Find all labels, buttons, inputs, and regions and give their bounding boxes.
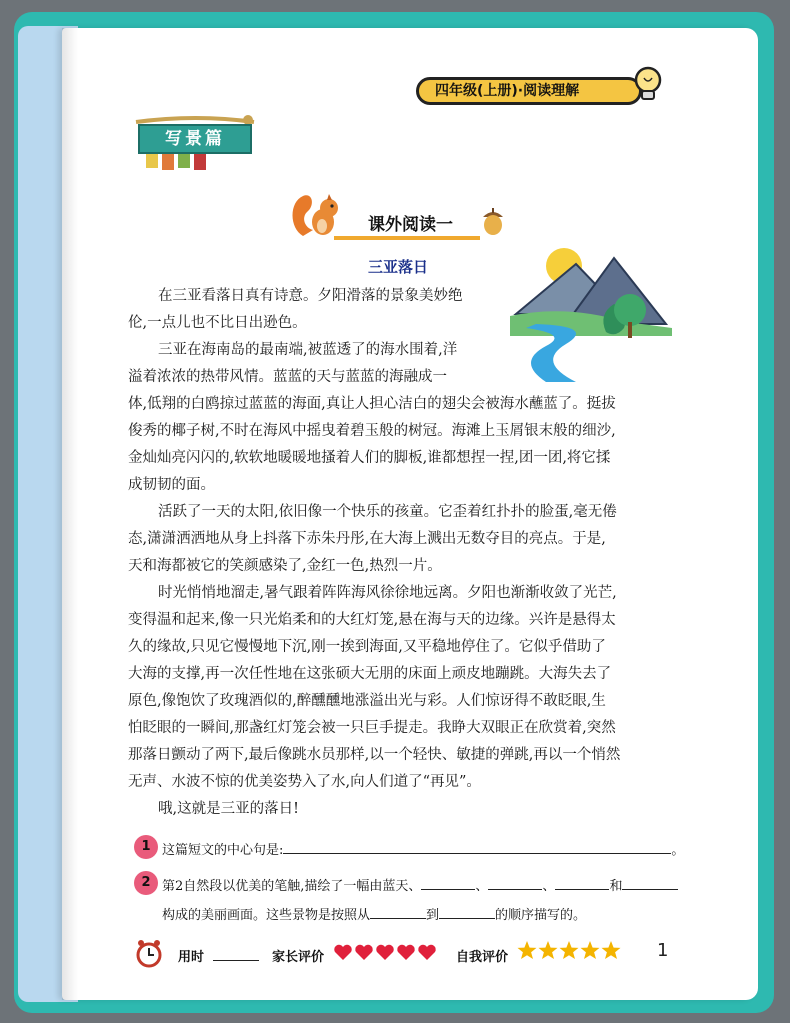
paragraph-line: 无声、水波不惊的优美姿势入了水,向人们道了“再见”。 <box>128 774 481 790</box>
paragraph-line: 怕眨眼的一瞬间,那盏红灯笼会被一只巨手提走。我睁大双眼正在欣赏着,突然 <box>128 720 616 736</box>
answer-blank[interactable] <box>555 877 609 890</box>
paragraph-4 <box>128 580 620 796</box>
answer-blank[interactable] <box>421 877 475 890</box>
page-number: 1 <box>657 940 669 961</box>
question-2-prompt: 第2自然段以优美的笔触,描绘了一幅由蓝天、 <box>162 879 422 894</box>
separator: 、 <box>475 879 489 894</box>
self-rating-stars[interactable] <box>517 940 627 962</box>
paragraph-line: 金灿灿亮闪闪的,软软地暖暖地搔着人们的脚板,谁都想捏一捏,团一团,将它揉 <box>128 450 611 466</box>
heart-icon <box>334 945 351 960</box>
paragraph-line: 在三亚看落日真有诗意。夕阳滑落的景象美妙绝 <box>158 288 463 304</box>
paragraph-line: 态,潇潇洒洒地从身上抖落下赤朱丹彤,在大海上溅出无数夺目的亮点。于是, <box>128 531 606 547</box>
separator: 、 <box>542 879 556 894</box>
paragraph-line: 伦,一点儿也不比日出逊色。 <box>128 315 307 331</box>
answer-blank[interactable] <box>622 877 678 890</box>
paragraph-line: 时光悄悄地溜走,暑气跟着阵阵海风徐徐地远离。夕阳也渐渐收敛了光芒, <box>158 585 617 601</box>
article-title: 三亚落日 <box>368 258 429 276</box>
paragraph-line: 那落日颤动了两下,最后像跳水员那样,以一个轻快、敏捷的弹跳,再以一个悄然 <box>128 747 621 763</box>
conjunction: 和 <box>609 879 623 894</box>
question-2-line-2 <box>162 904 586 923</box>
question-number-badge: 1 <box>134 835 158 859</box>
time-label: 用时 <box>178 950 205 965</box>
clock-icon <box>135 939 163 969</box>
question-number-badge: 2 <box>134 871 158 895</box>
paragraph-line: 久的缘故,只见它慢慢地下沉,刚一挨到海面,又平稳地停住了。它似乎借助了 <box>128 639 606 655</box>
star-icon <box>539 941 558 959</box>
paragraph-line: 三亚在海南岛的最南端,被蓝透了的海水围着,洋 <box>158 342 458 358</box>
question-1-end: 。 <box>671 843 685 858</box>
heart-icon <box>376 945 393 960</box>
acorn-icon <box>480 206 506 236</box>
paragraph-3 <box>128 499 617 580</box>
paragraph-line: 溢着浓浓的热带风情。蓝蓝的天与蓝蓝的海融成一 <box>128 369 447 385</box>
connector: 到 <box>426 908 440 923</box>
paragraph-line: 俊秀的椰子树,不时在海风中摇曳着碧玉般的树冠。海滩上玉屑银末般的细沙, <box>128 423 616 439</box>
star-icon <box>602 941 621 959</box>
star-icon <box>581 941 600 959</box>
question-2-end: 的顺序描写的。 <box>495 908 587 923</box>
paragraph-5 <box>128 796 299 823</box>
question-2-line-1 <box>162 875 678 894</box>
parent-evaluation-label: 家长评价 <box>272 950 325 965</box>
time-blank[interactable] <box>213 960 259 961</box>
parent-rating-hearts[interactable] <box>333 943 443 963</box>
answer-blank[interactable] <box>488 877 542 890</box>
paragraph-line: 原色,像饱饮了玫瑰酒似的,醉醺醺地涨溢出光与彩。人们惊讶得不敢眨眼,生 <box>128 693 606 709</box>
lightbulb-icon <box>630 64 666 104</box>
question-1-text <box>162 839 684 858</box>
heart-icon <box>355 945 372 960</box>
paragraph-line: 天和海都被它的笑颜感染了,金红一色,热烈一片。 <box>128 558 442 574</box>
page-gutter-shadow <box>62 28 78 1000</box>
star-icon <box>560 941 579 959</box>
question-2-prompt-2: 构成的美丽画面。这些景物是按照从 <box>162 908 371 923</box>
book-header-tag: 四年级(上册)·阅读理解 <box>416 77 642 105</box>
paragraph-line: 活跃了一天的太阳,依旧像一个快乐的孩童。它歪着红扑扑的脸蛋,毫无倦 <box>158 504 617 520</box>
answer-blank[interactable] <box>370 906 426 919</box>
paragraph-line: 哦,这就是三亚的落日! <box>158 801 299 817</box>
paragraph-line: 成韧韧的面。 <box>128 477 215 493</box>
answer-blank[interactable] <box>283 841 671 854</box>
self-evaluation-label: 自我评价 <box>456 950 509 965</box>
paragraph-1 <box>128 283 463 337</box>
paragraph-line: 大海的支撑,再一次任性地在这张硕大无朋的床面上顽皮地蹦跳。大海失去了 <box>128 666 612 682</box>
question-1-prompt: 这篇短文的中心句是: <box>162 843 284 858</box>
answer-blank[interactable] <box>439 906 495 919</box>
reading-title: 课外阅读一 <box>368 215 453 235</box>
paragraph-line: 体,低翔的白鸥掠过蓝蓝的海面,真让人担心洁白的翅尖会被海水蘸蓝了。挺拔 <box>128 396 616 412</box>
star-icon <box>518 941 537 959</box>
heart-icon <box>418 945 435 960</box>
paragraph-line: 变得温和起来,像一只光焰柔和的大红灯笼,悬在海与天的边缘。兴许是悬得太 <box>128 612 616 628</box>
paragraph-2 <box>128 337 616 499</box>
section-label: 写景篇 <box>138 124 252 154</box>
heart-icon <box>397 945 414 960</box>
